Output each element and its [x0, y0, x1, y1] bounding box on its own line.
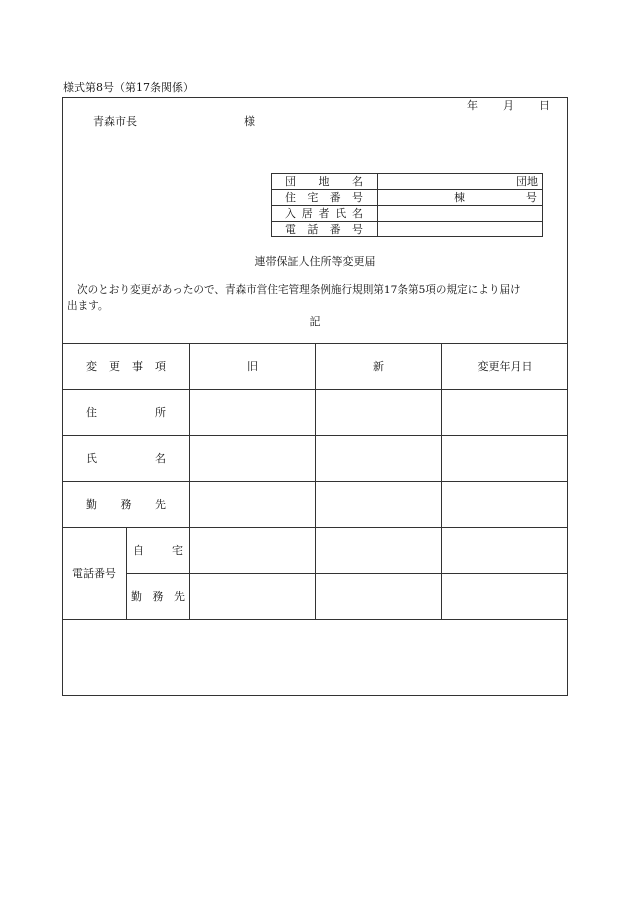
header-change-item: 変 更 事 項: [86, 360, 166, 373]
body-text-line1: 次のとおり変更があったので、青森市営住宅管理条例施行規則第17条第5項の規定により届け: [77, 284, 521, 296]
ki-mark: 記: [309, 315, 321, 328]
date-month: 月: [503, 99, 514, 112]
name-old-cell[interactable]: [190, 436, 315, 481]
header-change-date: 変更年月日: [477, 360, 533, 373]
header-new: 新: [373, 360, 384, 373]
row-label-phone: 電話番号: [72, 567, 116, 580]
address-old-cell[interactable]: [190, 390, 315, 435]
form-number: 様式第8号（第17条関係）: [63, 81, 194, 94]
name-date-cell[interactable]: [442, 436, 567, 481]
addressee-name: 青森市長: [93, 115, 137, 128]
row-label-phone-work: 勤 務 先: [131, 590, 185, 603]
date-year: 年: [467, 99, 478, 112]
name-new-cell[interactable]: [316, 436, 441, 481]
remarks-area[interactable]: [63, 620, 567, 695]
phone-work-date-cell[interactable]: [442, 574, 567, 619]
date-day: 日: [539, 99, 550, 112]
workplace-new-cell[interactable]: [316, 482, 441, 527]
row-label-name: 氏 名: [86, 452, 166, 465]
row-label-phone-home: 自 宅: [133, 544, 183, 557]
label-resident-name: 入 居 者 氏 名: [285, 207, 363, 220]
house-number-field[interactable]: 棟 号: [454, 191, 537, 204]
phone-home-old-cell[interactable]: [190, 528, 315, 573]
address-date-cell[interactable]: [442, 390, 567, 435]
danchi-name-field[interactable]: 団地: [516, 175, 538, 188]
workplace-old-cell[interactable]: [190, 482, 315, 527]
body-text-line2: 出ます。: [67, 300, 109, 312]
header-old: 旧: [247, 360, 258, 373]
phone-number-field[interactable]: [378, 221, 542, 237]
phone-home-date-cell[interactable]: [442, 528, 567, 573]
workplace-date-cell[interactable]: [442, 482, 567, 527]
label-house-number: 住 宅 番 号: [285, 191, 363, 204]
phone-work-old-cell[interactable]: [190, 574, 315, 619]
row-label-address: 住 所: [86, 406, 166, 419]
phone-home-new-cell[interactable]: [316, 528, 441, 573]
addressee-honorific: 様: [244, 115, 255, 128]
phone-work-new-cell[interactable]: [316, 574, 441, 619]
address-new-cell[interactable]: [316, 390, 441, 435]
label-phone-number: 電 話 番 号: [285, 223, 363, 236]
label-danchi-name: 団 地 名: [285, 175, 363, 188]
row-label-workplace: 勤 務 先: [86, 498, 166, 511]
form-title: 連帯保証人住所等変更届: [254, 255, 376, 268]
resident-name-field[interactable]: [378, 205, 542, 221]
